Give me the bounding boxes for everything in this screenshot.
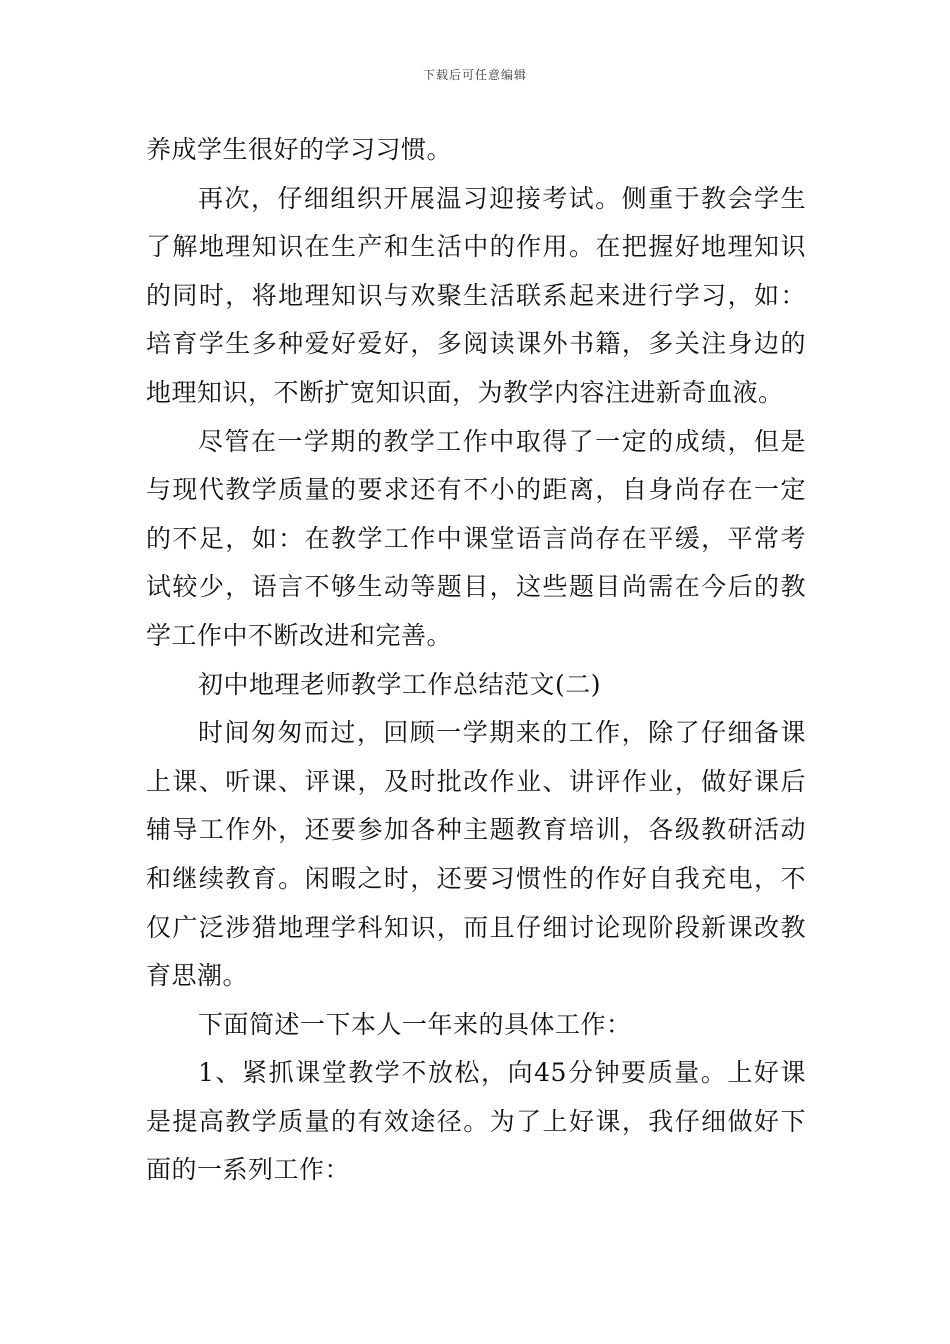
document-body xyxy=(146,126,806,1195)
section-heading: 初中地理老师教学工作总结范文(二) xyxy=(198,669,602,699)
paragraph-4: 时间匆匆而过，回顾一学期来的工作，除了仔细备课上课、听课、评课，及时批改作业、讲评作业，做好课后辅导工作外，还要参加各种主题教育培训，各级教研活动和继续教育。闲暇之时，还要习惯性的作好自我充电，不仅广泛涉猎地理学科知识，而且仔细讨论现阶段新课改教育思潮。 xyxy=(146,718,806,991)
paragraph-2: 再次，仔细组织开展温习迎接考试。侧重于教会学生了解地理知识在生产和生活中的作用。在把握好地理知识的同时，将地理知识与欢聚生活联系起来进行学习，如：培育学生多种爱好爱好，多阅读课外书籍，多关注身边的地理知识，不断扩宽知识面，为教学内容注进新奇血液。 xyxy=(146,183,806,407)
paragraph-6: 1、紧抓课堂教学不放松，向45分钟要质量。上好课是提高教学质量的有效途径。为了上好课，我仔细做好下面的一系列工作： xyxy=(146,1058,806,1185)
paragraph-5: 下面简述一下本人一年来的具体工作： xyxy=(198,1009,632,1039)
paragraph-1: 养成学生很好的学习习惯。 xyxy=(146,135,453,164)
paragraph-3: 尽管在一学期的教学工作中取得了一定的成绩，但是与现代教学质量的要求还有不小的距离，自身尚存在一定的不足，如：在教学工作中课堂语言尚存在平缓，平常考试较少，语言不够生动等题目，这些题目尚需在今后的教学工作中不断改进和完善。 xyxy=(146,426,806,650)
page-header-note: 下载后可任意编辑 xyxy=(422,68,527,82)
